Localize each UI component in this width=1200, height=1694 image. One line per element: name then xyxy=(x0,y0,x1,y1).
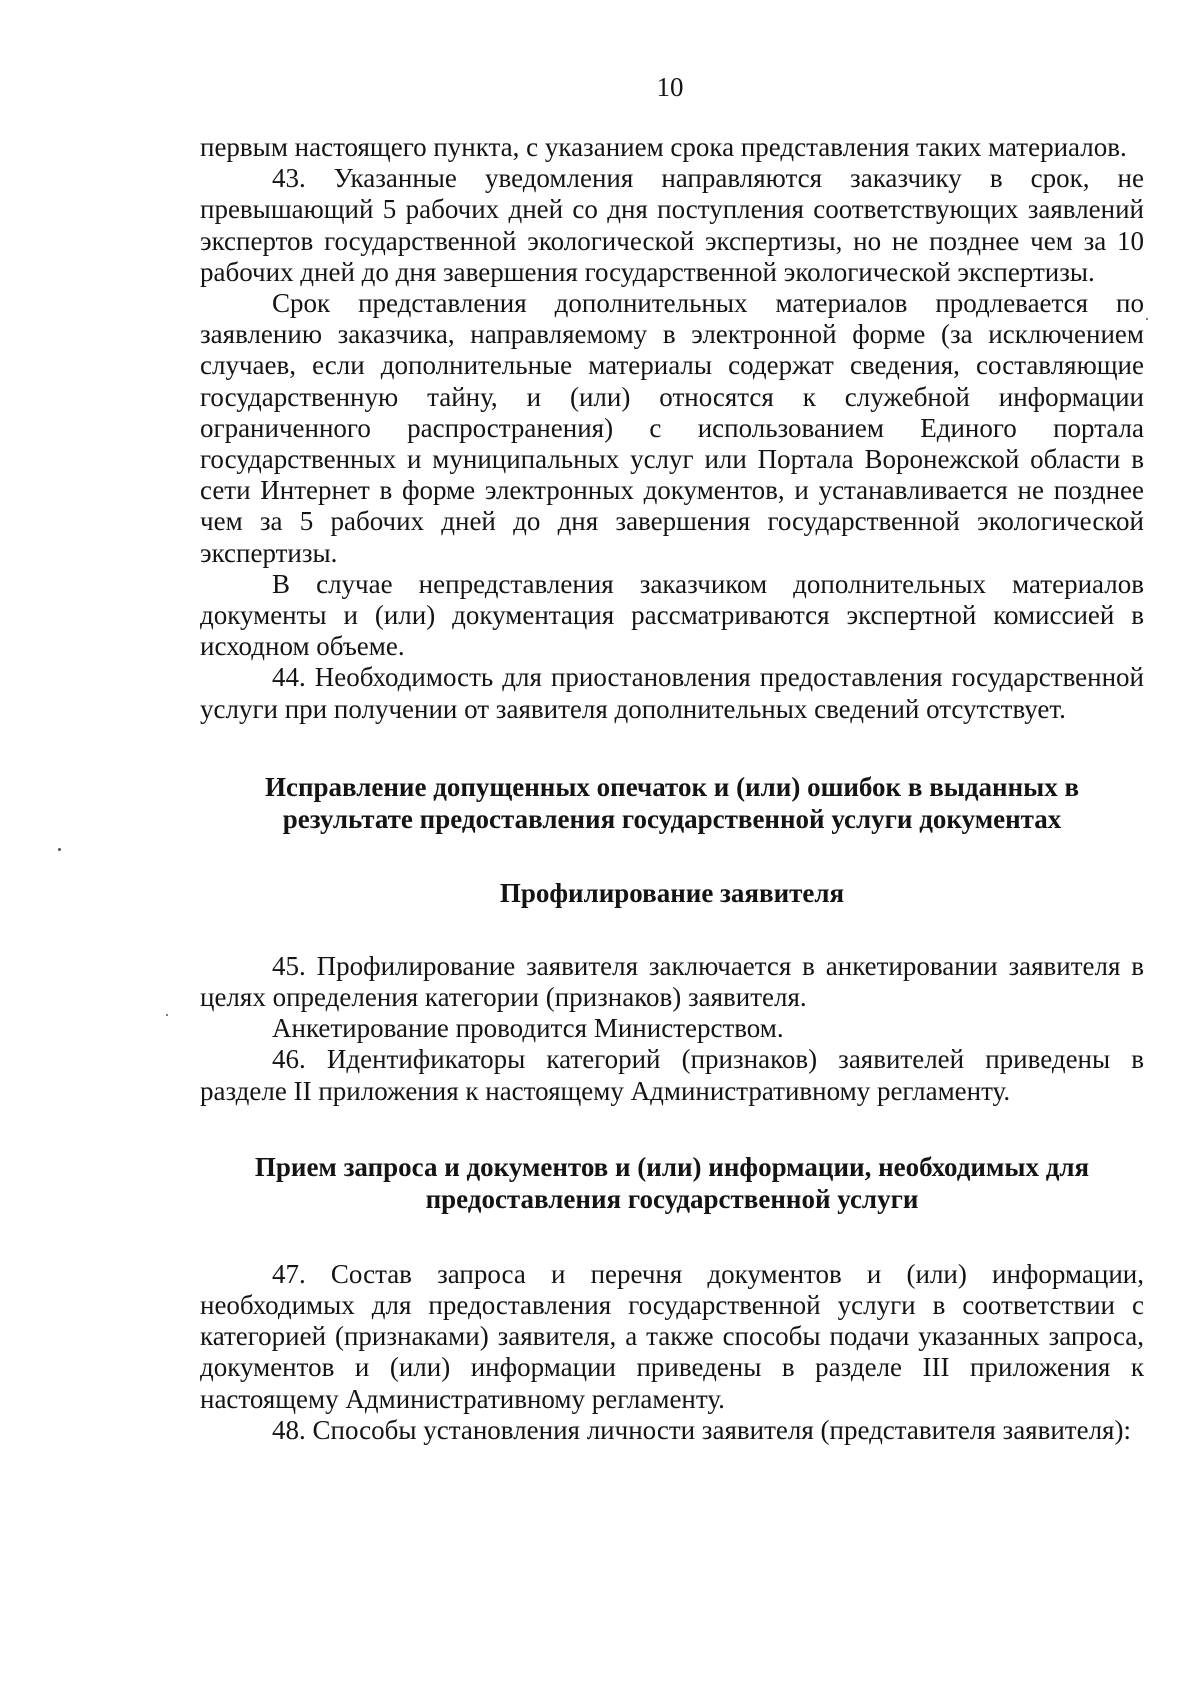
paragraph-45-survey: Анкетирование проводится Министерством. xyxy=(272,1013,784,1044)
paragraph-continuation: первым настоящего пункта, с указанием срока представления таких материалов. xyxy=(200,132,1127,162)
section-heading-corrections: Исправление допущенных опечаток и (или) ошибок в выданных в результате предоставления государственной услуги документах xyxy=(264,771,1080,834)
page-number: 10 xyxy=(656,72,684,102)
paragraph-45: 45. Профилирование заявителя заключается в анкетировании заявителя в целях определения категории (признаков) заявителя. xyxy=(200,950,1144,1013)
paragraph-46: 46. Идентификаторы категорий (признаков) заявителей приведены в разделе II приложения к настоящему Административному регламенту. xyxy=(200,1044,1144,1106)
section-heading-profiling: Профилирование заявителя xyxy=(499,877,845,908)
scan-speck xyxy=(58,848,61,851)
paragraph-43: 43. Указанные уведомления направляются заказчику в срок, не превышающий 5 рабочих дней со дня поступления соответствующих заявлений экспертов государственной экологической экспертизы, но не позднее чем за 10 рабочих дней до дня завершения государственной экологической экспертизы. xyxy=(200,163,1144,287)
paragraph-48: 48. Способы установления личности заявителя (представителя заявителя): xyxy=(272,1414,1131,1445)
scan-speck xyxy=(166,1014,168,1016)
paragraph-47: 47. Состав запроса и перечня документов и (или) информации, необходимых для предоставления государственной услуги в соответствии с категорией (признаками) заявителя, а также способы подачи указанных запроса, документов и (или) информации приведены в разделе III приложения к настоящему Административному регламенту. xyxy=(200,1258,1144,1414)
document-body xyxy=(200,132,1144,1446)
paragraph-43-extension: Срок представления дополнительных материалов продлевается по заявлению заказчика, направляемому в электронной форме (за исключением случаев, если дополнительные материалы содержат сведения, составляющие государственную тайну, и (или) относятся к служебной информации ограниченного распространения) с использованием Единого портала государственных и муниципальных услуг или Портала Воронежской области в сети Интернет в форме электронных документов, и устанавливается не позднее чем за 5 рабочих дней до дня завершения государственной экологической экспертизы. xyxy=(200,288,1144,568)
section-heading-request-intake: Прием запроса и документов и (или) информации, необходимых для предоставления государственной услуги xyxy=(254,1151,1090,1214)
scan-speck xyxy=(1146,318,1148,320)
paragraph-43-nonsubmission: В случае непредставления заказчиком дополнительных материалов документы и (или) документация рассматриваются экспертной комиссией в исходном объеме. xyxy=(200,568,1144,662)
paragraph-44: 44. Необходимость для приостановления предоставления государственной услуги при получении от заявителя дополнительных сведений отсутствует. xyxy=(200,662,1144,724)
